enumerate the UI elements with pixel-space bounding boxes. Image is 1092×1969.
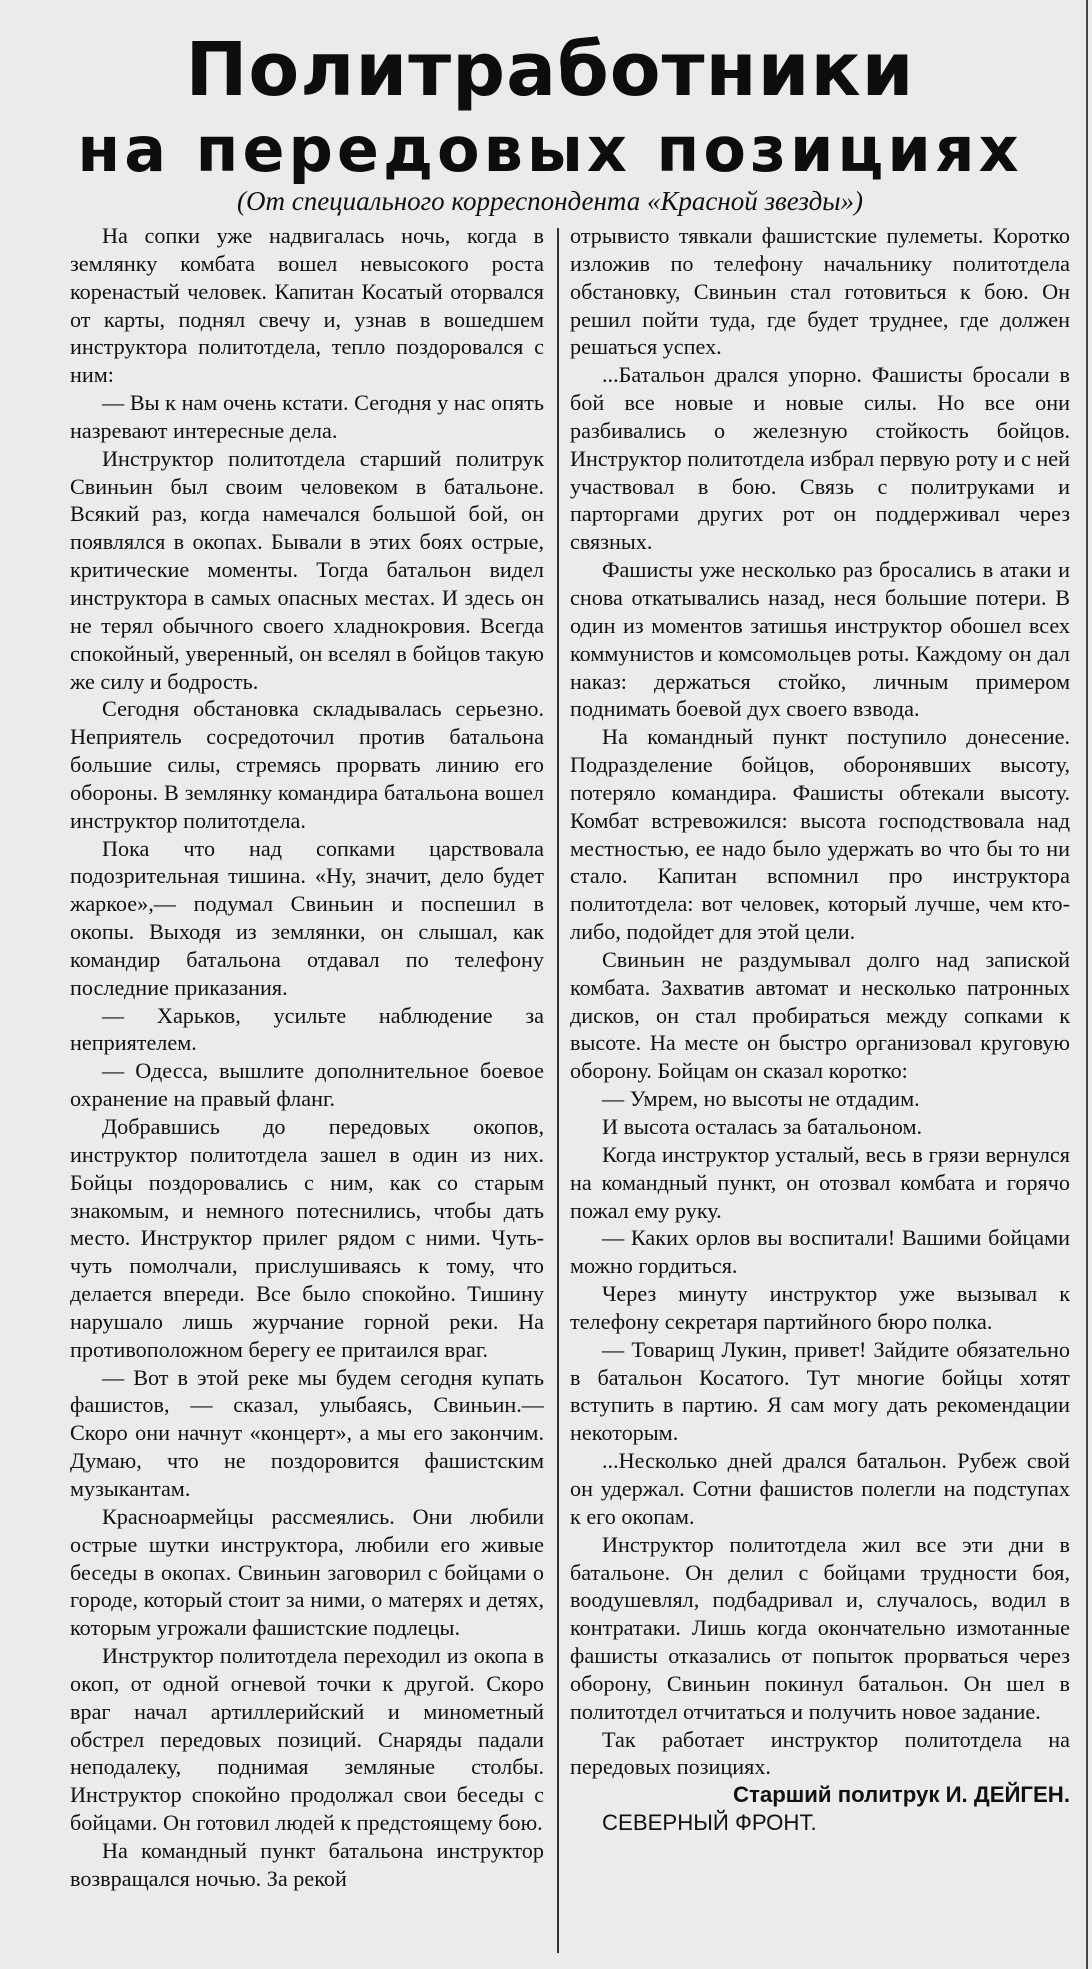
headline-line-1: Политработники: [185, 27, 915, 113]
column-divider: [557, 228, 559, 1953]
paragraph: На сопки уже надвигалась ночь, когда в землянку комбата вошел невысокого роста коренастый человек. Капитан Косатый оторвался от карты, поднял свечу и, узнав в вошедшем инструктора политотдела, тепло поздоровался с ним:: [70, 223, 544, 388]
paragraph: Так работает инструктор политотдела на передовых позициях.: [570, 1726, 1070, 1780]
paragraph: Красноармейцы рассмеялись. Они любили острые шутки инструктора, любили его живые беседы в окопах. Свиньин заговорил с бойцами о городе, который стоит за ними, о матерях и детях, которым угрожали фашистские подлецы.: [70, 1503, 544, 1641]
paragraph: На командный пункт батальона инструктор возвращался ночью. За рекой: [70, 1837, 544, 1891]
article-column-2: [570, 222, 1070, 1837]
front-name: СЕВЕРНЫЙ ФРОНТ.: [602, 1810, 817, 1836]
paragraph: — Харьков, усильте наблюдение за неприятелем.: [70, 1002, 544, 1056]
paragraph: На командный пункт поступило донесение. Подразделение бойцов, оборонявших высоту, потеряло командира. Фашисты обтекали высоту. Комбат встревожился: высота господствовала над местностью, ее надо было удержать во что бы то ни стало. Капитан вспомнил про инструктора политотдела: вот человек, который лучше, чем кто-либо, подойдет для этой цели.: [570, 724, 1070, 945]
paragraph: — Каких орлов вы воспитали! Вашими бойцами можно гордиться.: [570, 1225, 1070, 1279]
paragraph: Инструктор политотдела переходил из окопа в окоп, от одной огневой точки к другой. Скоро враг начал артиллерийский и минометный обстрел передовых позиций. Снаряды падали неподалеку, поднимая земляные столбы. Инструктор спокойно продолжал свои беседы с бойцами. Он готовил людей к предстоящему бою.: [70, 1643, 544, 1836]
paragraph: Свиньин не раздумывал долго над запиской комбата. Захватив автомат и несколько патронных дисков, он стал пробираться между сопками к высоте. На месте он быстро организовал круговую оборону. Бойцам он сказал коротко:: [570, 946, 1070, 1084]
paragraph: — Вы к нам очень кстати. Сегодня у нас опять назревают интересные дела.: [70, 390, 544, 443]
paragraph: Когда инструктор усталый, весь в грязи вернулся на командный пункт, он отозвал комбата и горячо пожал ему руку.: [570, 1141, 1070, 1223]
paragraph: — Одесса, вышлите дополнительное боевое охранение на правый фланг.: [70, 1058, 544, 1112]
paragraph: Добравшись до передовых окопов, инструктор политотдела зашел в один из них. Бойцы поздоровались с ним, как со старым знакомым, и немного потеснились, чтобы дать место. Инструктор прилег рядом с ними. Чуть-чуть помолчали, прислушиваясь к тому, что делается впереди. Все было спокойно. Тишину нарушало лишь журчание горной реки. На противоположном берегу ее притаился враг.: [70, 1114, 544, 1362]
paragraph: отрывисто тявкали фашистские пулеметы. Коротко изложив по телефону начальнику политотдела обстановку, Свиньин стал готовиться к бою. Он решил пойти туда, где будет труднее, где должен решаться успех.: [570, 223, 1070, 360]
correspondent-byline: (От специального корреспондента «Красной звезды»): [236, 186, 864, 216]
paragraph: Через минуту инструктор уже вызывал к телефону секретаря партийного бюро полка.: [570, 1281, 1070, 1334]
paragraph: ...Батальон дрался упорно. Фашисты бросали в бой все новые и новые силы. Но все они разбивались о железную стойкость бойцов. Инструктор политотдела избрал первую роту и с ней участвовал в бою. Связь с политруками и парторгами других рот он поддерживал через связных.: [570, 362, 1070, 555]
paragraph: Пока что над сопками царствовала подозрительная тишина. «Ну, значит, дело будет жаркое»,— подумал Свиньин и поспешил в окопы. Выходя из землянки, он слышал, как командир батальона отдавал по телефону последние приказания.: [70, 835, 544, 1000]
paragraph: Инструктор политотдела старший политрук Свиньин был своим человеком в батальоне. Всякий раз, когда намечался большой бой, он появлялся в окопах. Бывали в этих боях острые, критические моменты. Тогда батальон видел инструктора в самых опасных местах. И здесь он не терял обычного своего хладнокровия. Всегда спокойный, уверенный, он вселял в бойцов такую же силу и бодрость.: [70, 445, 544, 694]
paragraph: Инструктор политотдела жил все эти дни в батальоне. Он делил с бойцами трудности боя, воодушевлял, подбадривал и, случалось, водил в контратаки. Лишь когда окончательно измотанные фашисты отказались от попыток прорваться через оборону, Свиньин покинул батальон. Он шел в политотдел отчитаться и получить новое задание.: [570, 1531, 1070, 1724]
page-edge-rule: [1086, 0, 1088, 1969]
paragraph: — Вот в этой реке мы будем сегодня купать фашистов, — сказал, улыбаясь, Свиньин.— Скоро они начнут «концерт», а мы его закончим. Думаю, что не поздоровится фашистским музыкантам.: [70, 1364, 544, 1501]
paragraph: Фашисты уже несколько раз бросались в атаки и снова откатывались назад, неся большие потери. В один из моментов затишья инструктор обошел всех коммунистов и комсомольцев роты. Каждому он дал наказ: держаться стойко, личным примером поднимать боевой дух своего взвода.: [570, 557, 1070, 722]
paragraph: — Товарищ Лукин, привет! Зайдите обязательно в батальон Косатого. Тут многие бойцы хотят вступить в партию. Я сам могу дать рекомендации некоторым.: [570, 1336, 1070, 1446]
author-signature: Старший политрук И. ДЕЙГЕН.: [733, 1782, 1070, 1808]
paragraph: ...Несколько дней дрался батальон. Рубеж свой он удержал. Сотни фашистов полегли на подступах к его окопам.: [570, 1448, 1070, 1529]
article-column-1: [70, 222, 544, 1893]
paragraph: Сегодня обстановка складывалась серьезно. Неприятель сосредоточил против батальона большие силы, стремясь прорвать линию его обороны. В землянку командира батальона вошел инструктор политотдела.: [70, 696, 544, 833]
paragraph: И высота осталась за батальоном.: [602, 1114, 923, 1139]
headline-line-2: на передовых позициях: [77, 113, 1023, 186]
paragraph: — Умрем, но высоты не отдадим.: [602, 1086, 920, 1112]
